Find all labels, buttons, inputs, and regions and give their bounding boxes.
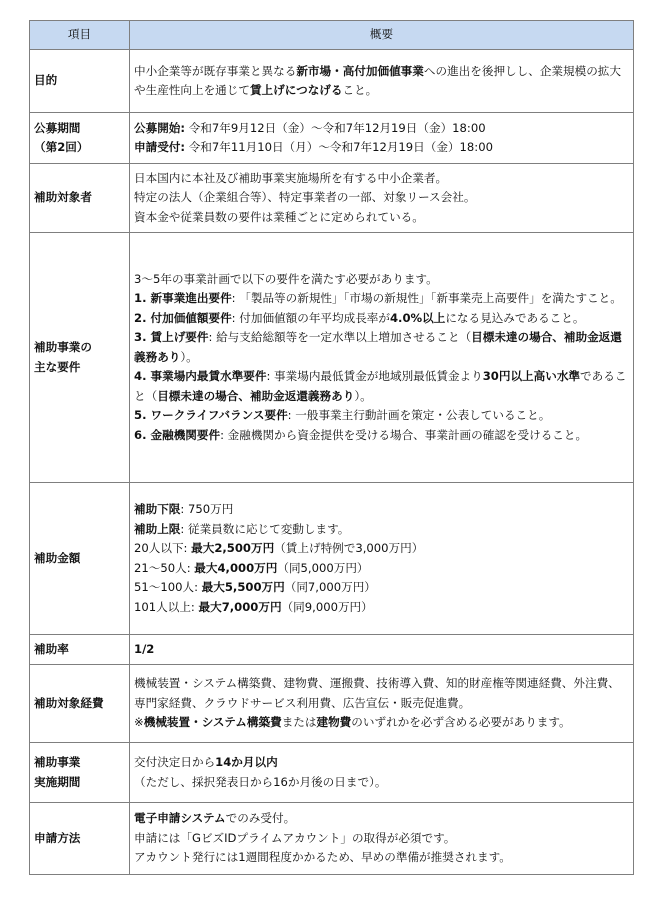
- row-content: [130, 803, 634, 875]
- emphasis-text: 最大4,000万円: [194, 560, 278, 575]
- content-text: こと。: [342, 83, 378, 97]
- content-text: （同9,000万円）: [281, 599, 373, 614]
- emphasis-text: 電子申請システム: [134, 811, 226, 826]
- table-row: [30, 635, 634, 665]
- emphasis-text: 最大5,500万円: [201, 580, 285, 594]
- row-label: [30, 803, 130, 875]
- grant-summary-table: [29, 20, 634, 875]
- table-row: [30, 113, 634, 164]
- content-text: 日本国内に本社及び補助事業実施場所を有する中小企業者。: [134, 170, 448, 185]
- content-line: [134, 520, 629, 540]
- content-line: [134, 598, 629, 618]
- emphasis-text: 新市場・高付加価値事業: [296, 63, 424, 78]
- emphasis-text: 6. 金融機関要件: [134, 427, 221, 442]
- content-line: [134, 753, 629, 773]
- content-text: ※: [134, 715, 144, 730]
- emphasis-text: 14か月以内: [215, 755, 278, 769]
- content-text: : 一般事業主行動計画を策定・公表していること。: [287, 408, 551, 423]
- emphasis-text: 1/2: [134, 641, 155, 656]
- row-label: [30, 743, 130, 803]
- content-text: 101人以上:: [134, 599, 199, 614]
- content-text: : 「製品等の新規性」「市場の新規性」「新事業売上高要件」を満たすこと。: [231, 291, 622, 306]
- row-label-line: 公募期間: [34, 120, 81, 135]
- content-line: [134, 426, 629, 446]
- table-row: [30, 743, 634, 803]
- emphasis-text: 5. ワークライフバランス要件: [134, 408, 288, 423]
- table-row: [30, 665, 634, 743]
- content-text: 機械装置・システム構築費、建物費、運搬費、技術導入費、知的財産権等関連経費、外注費、専門家経費、クラウドサービス利用費、広告宣伝・販売促進費。: [134, 676, 620, 710]
- content-line: [134, 640, 629, 660]
- content-text: （同7,000万円）: [284, 580, 376, 594]
- content-line: [134, 829, 629, 849]
- content-text: : 給与支給総額等を一定水準以上増加させること（: [208, 330, 472, 345]
- row-content: [130, 743, 634, 803]
- emphasis-text: 4. 事業場内最賃水準要件: [134, 369, 267, 384]
- emphasis-text: 補助下限: [134, 502, 181, 516]
- content-line: [134, 289, 629, 309]
- emphasis-text: 30円以上高い水準: [482, 369, 581, 384]
- content-text: でのみ受付。: [225, 811, 296, 826]
- content-text: : 従業員数に応じて変動します。: [180, 521, 350, 536]
- row-content: [130, 50, 634, 113]
- row-label: [30, 483, 130, 635]
- content-line: [134, 809, 629, 829]
- content-line: [134, 309, 629, 329]
- content-text: （同5,000万円）: [277, 560, 369, 575]
- content-text: 20人以下:: [134, 541, 192, 555]
- row-content: [130, 635, 634, 665]
- row-label-line: 実施期間: [34, 774, 81, 789]
- content-line: [134, 559, 629, 579]
- row-label: [30, 665, 130, 743]
- content-line: [134, 674, 629, 713]
- row-label-line: 補助対象経費: [34, 695, 104, 710]
- row-content: [130, 665, 634, 743]
- content-line: [134, 539, 629, 559]
- header-item: 項目: [30, 21, 130, 50]
- content-text: または: [281, 715, 317, 730]
- row-label: [30, 635, 130, 665]
- content-text: 申請には「GビズIDプライムアカウント」の取得が必須です。: [134, 830, 456, 845]
- content-text: : 750万円: [180, 502, 234, 516]
- content-text: のいずれかを必ず含める必要があります。: [351, 715, 571, 730]
- content-text: ）。: [354, 388, 372, 403]
- content-text: （賃上げ特例で3,000万円）: [274, 541, 424, 555]
- content-line: [134, 188, 629, 208]
- content-line: [134, 406, 629, 426]
- emphasis-text: 建物費: [316, 715, 352, 730]
- row-label: [30, 113, 130, 164]
- row-label: [30, 164, 130, 233]
- row-label-line: 申請方法: [34, 830, 81, 845]
- row-label: [30, 233, 130, 483]
- content-text: 資本金や従業員数の要件は業種ごとに定められている。: [134, 209, 424, 224]
- table-row: [30, 50, 634, 113]
- row-content: [130, 483, 634, 635]
- content-text: 51～100人:: [134, 580, 202, 594]
- content-text: 特定の法人（企業組合等）、特定事業者の一部、対象リース会社。: [134, 190, 476, 205]
- content-text: 中小企業等が既存事業と異なる: [134, 63, 297, 78]
- content-line: [134, 328, 629, 367]
- content-line: [134, 62, 629, 101]
- content-line: [134, 208, 629, 228]
- emphasis-text: 2. 付加価値額要件: [134, 310, 232, 325]
- content-line: [134, 848, 629, 868]
- emphasis-text: 最大2,500万円: [191, 541, 275, 555]
- content-text: アカウント発行には1週間程度かかるため、早めの準備が推奨されます。: [134, 850, 511, 865]
- content-text: であること（: [134, 369, 627, 403]
- header-overview: 概要: [130, 21, 634, 50]
- content-text: になる見込みであること。: [445, 310, 585, 325]
- row-label-line: 補助金額: [34, 550, 81, 565]
- row-label-line: 補助率: [34, 641, 69, 656]
- emphasis-text: 申請受付:: [134, 140, 186, 154]
- emphasis-text: 最大7,000万円: [198, 599, 282, 614]
- row-label-line: 補助事業の: [34, 340, 92, 354]
- table-row: [30, 233, 634, 483]
- content-line: [134, 270, 629, 290]
- content-text: （ただし、採択発表日から16か月後の日まで）。: [134, 774, 387, 789]
- table-body: [30, 50, 634, 875]
- content-line: [134, 500, 629, 520]
- emphasis-text: 補助上限: [134, 521, 181, 536]
- content-text: 3～5年の事業計画で以下の要件を満たす必要があります。: [134, 271, 438, 286]
- content-line: [134, 169, 629, 189]
- content-text: 21～50人:: [134, 560, 195, 575]
- content-text: : 付加価値額の年平均成長率が: [231, 310, 390, 325]
- content-line: [134, 578, 629, 598]
- content-line: [134, 367, 629, 406]
- row-label-line: 目的: [34, 73, 58, 88]
- content-line: [134, 773, 629, 793]
- table-row: [30, 483, 634, 635]
- emphasis-text: 公募開始:: [134, 120, 186, 135]
- content-text: 交付決定日から: [134, 755, 216, 769]
- row-content: [130, 233, 634, 483]
- row-label-line: 補助対象者: [34, 190, 92, 205]
- emphasis-text: 4.0%以上: [389, 310, 446, 325]
- content-text: : 金融機関から資金提供を受ける場合、事業計画の確認を受けること。: [220, 427, 588, 442]
- row-content: [130, 164, 634, 233]
- emphasis-text: 目標未達の場合、補助金返還義務あり: [134, 330, 622, 364]
- row-content: [130, 113, 634, 164]
- table-header-row: [30, 21, 634, 50]
- content-text: への進出を後押しし、企業規模の拡大や生産性向上を通じて: [134, 63, 621, 97]
- content-text: : 事業場内最低賃金が地域別最低賃金より: [266, 369, 483, 384]
- content-text: 令和7年9月12日（金）～令和7年12月19日（金）18:00: [185, 120, 486, 135]
- emphasis-text: 機械装置・システム構築費: [143, 715, 282, 730]
- row-label: [30, 50, 130, 113]
- content-line: [134, 119, 629, 139]
- emphasis-text: 賃上げにつなげる: [249, 83, 343, 97]
- row-label-line: 補助事業: [34, 755, 81, 769]
- content-line: [134, 713, 629, 733]
- content-text: ）。: [180, 349, 198, 364]
- emphasis-text: 3. 賃上げ要件: [134, 330, 209, 345]
- content-text: 令和7年11月10日（月）～令和7年12月19日（金）18:00: [185, 140, 493, 154]
- emphasis-text: 1. 新事業進出要件: [134, 291, 232, 306]
- content-line: [134, 138, 629, 158]
- row-label-line: 主な要件: [34, 359, 81, 374]
- emphasis-text: 目標未達の場合、補助金返還義務あり: [157, 388, 355, 403]
- table-row: [30, 164, 634, 233]
- table-row: [30, 803, 634, 875]
- row-label-line: （第2回）: [34, 140, 89, 154]
